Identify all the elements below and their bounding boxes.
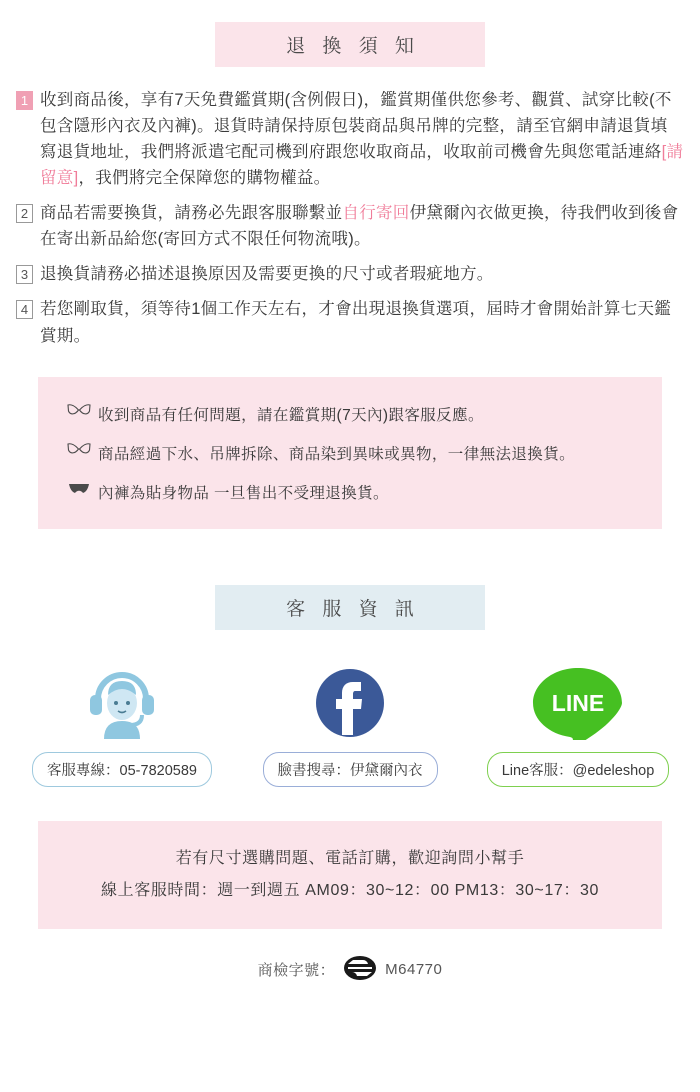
bra-icon — [66, 403, 92, 422]
contact-facebook — [241, 664, 459, 787]
bra-icon — [66, 442, 92, 461]
svg-text:LINE: LINE — [551, 689, 605, 716]
service-info-line-2: 線上客服時間：週一到週五 AM09：30~12：00 PM13：30~17：30 — [101, 881, 599, 899]
returns-rules-list — [16, 87, 684, 349]
contact-row — [0, 664, 700, 787]
notice-text: 內褲為貼身物品 一旦售出不受理退換貨。 — [98, 484, 389, 502]
rule-number-badge: 2 — [16, 204, 33, 223]
certificate-label: 商檢字號： — [257, 962, 336, 980]
headset-operator-icon — [13, 664, 231, 742]
rule-text-part: ，我們將完全保障您的購物權益。 — [78, 169, 331, 188]
bsmi-mark-icon — [343, 955, 377, 985]
certificate-number: M64770 — [385, 961, 443, 979]
facebook-icon — [241, 664, 459, 742]
rule-text-part: 伊黛爾內衣做更換，待我們收到後會在寄出新品給您(寄回方式不限任何物流哦)。 — [40, 204, 679, 249]
service-section-title: 客 服 資 訊 — [215, 585, 485, 630]
rule-number-badge: 3 — [16, 265, 33, 284]
contact-phone-label[interactable]: 客服專線：05-7820589 — [32, 752, 212, 787]
list-item — [66, 442, 634, 464]
rule-text — [40, 200, 684, 252]
notice-text: 收到商品有任何問題，請在鑑賞期(7天內)跟客服反應。 — [98, 406, 484, 424]
notice-text: 商品經過下水、吊牌拆除、商品染到異味或異物，一律無法退換貨。 — [98, 445, 576, 463]
rule-text-part: 若您剛取貨，須等待1個工作天左右，才會出現退換貨選項，屆時才會開始計算七天鑑賞期。 — [40, 300, 672, 345]
page-root — [0, 22, 700, 1092]
contact-line — [469, 664, 687, 787]
contact-line-label[interactable]: Line客服：@edeleshop — [487, 752, 670, 787]
line-icon — [469, 664, 687, 742]
rule-text — [40, 261, 494, 287]
service-info-line-1: 若有尺寸選購問題、電話訂購，歡迎詢問小幫手 — [175, 849, 525, 867]
list-item — [16, 296, 684, 348]
list-item — [16, 200, 684, 252]
list-item — [66, 481, 634, 503]
rule-text-part: 退換貨請務必描述退換原因及需要更換的尺寸或者瑕疵地方。 — [40, 265, 494, 284]
panty-icon — [66, 481, 92, 500]
list-item — [16, 87, 684, 191]
rule-text-part: 商品若需要換貨，請務必先跟客服聯繫並 — [40, 204, 343, 223]
rule-text-highlight: 自行寄回 — [342, 204, 410, 223]
rule-text-part: 收到商品後，享有7天免費鑑賞期(含例假日)，鑑賞期僅供您參考、觀賞、試穿比較(不包含隱形內衣及內褲)。退貨時請保持原包裝商品與吊牌的完整，請至官網申請退貨填寫退貨地址，我們將派遣宅配司機到府跟您收取商品，收取前司機會先與您電話連絡 — [40, 91, 672, 162]
certificate-footer — [0, 955, 700, 985]
service-info-box — [38, 821, 662, 929]
rule-number-badge: 4 — [16, 300, 33, 319]
notice-box — [38, 377, 662, 529]
rule-number-badge: 1 — [16, 91, 33, 110]
rule-text — [40, 296, 684, 348]
contact-facebook-label[interactable]: 臉書搜尋：伊黛爾內衣 — [263, 752, 438, 787]
list-item — [66, 403, 634, 425]
returns-section-title: 退 換 須 知 — [215, 22, 485, 67]
rule-text — [40, 87, 684, 191]
list-item — [16, 261, 684, 287]
contact-phone — [13, 664, 231, 787]
rule-text-highlight: [請留意] — [40, 143, 684, 188]
